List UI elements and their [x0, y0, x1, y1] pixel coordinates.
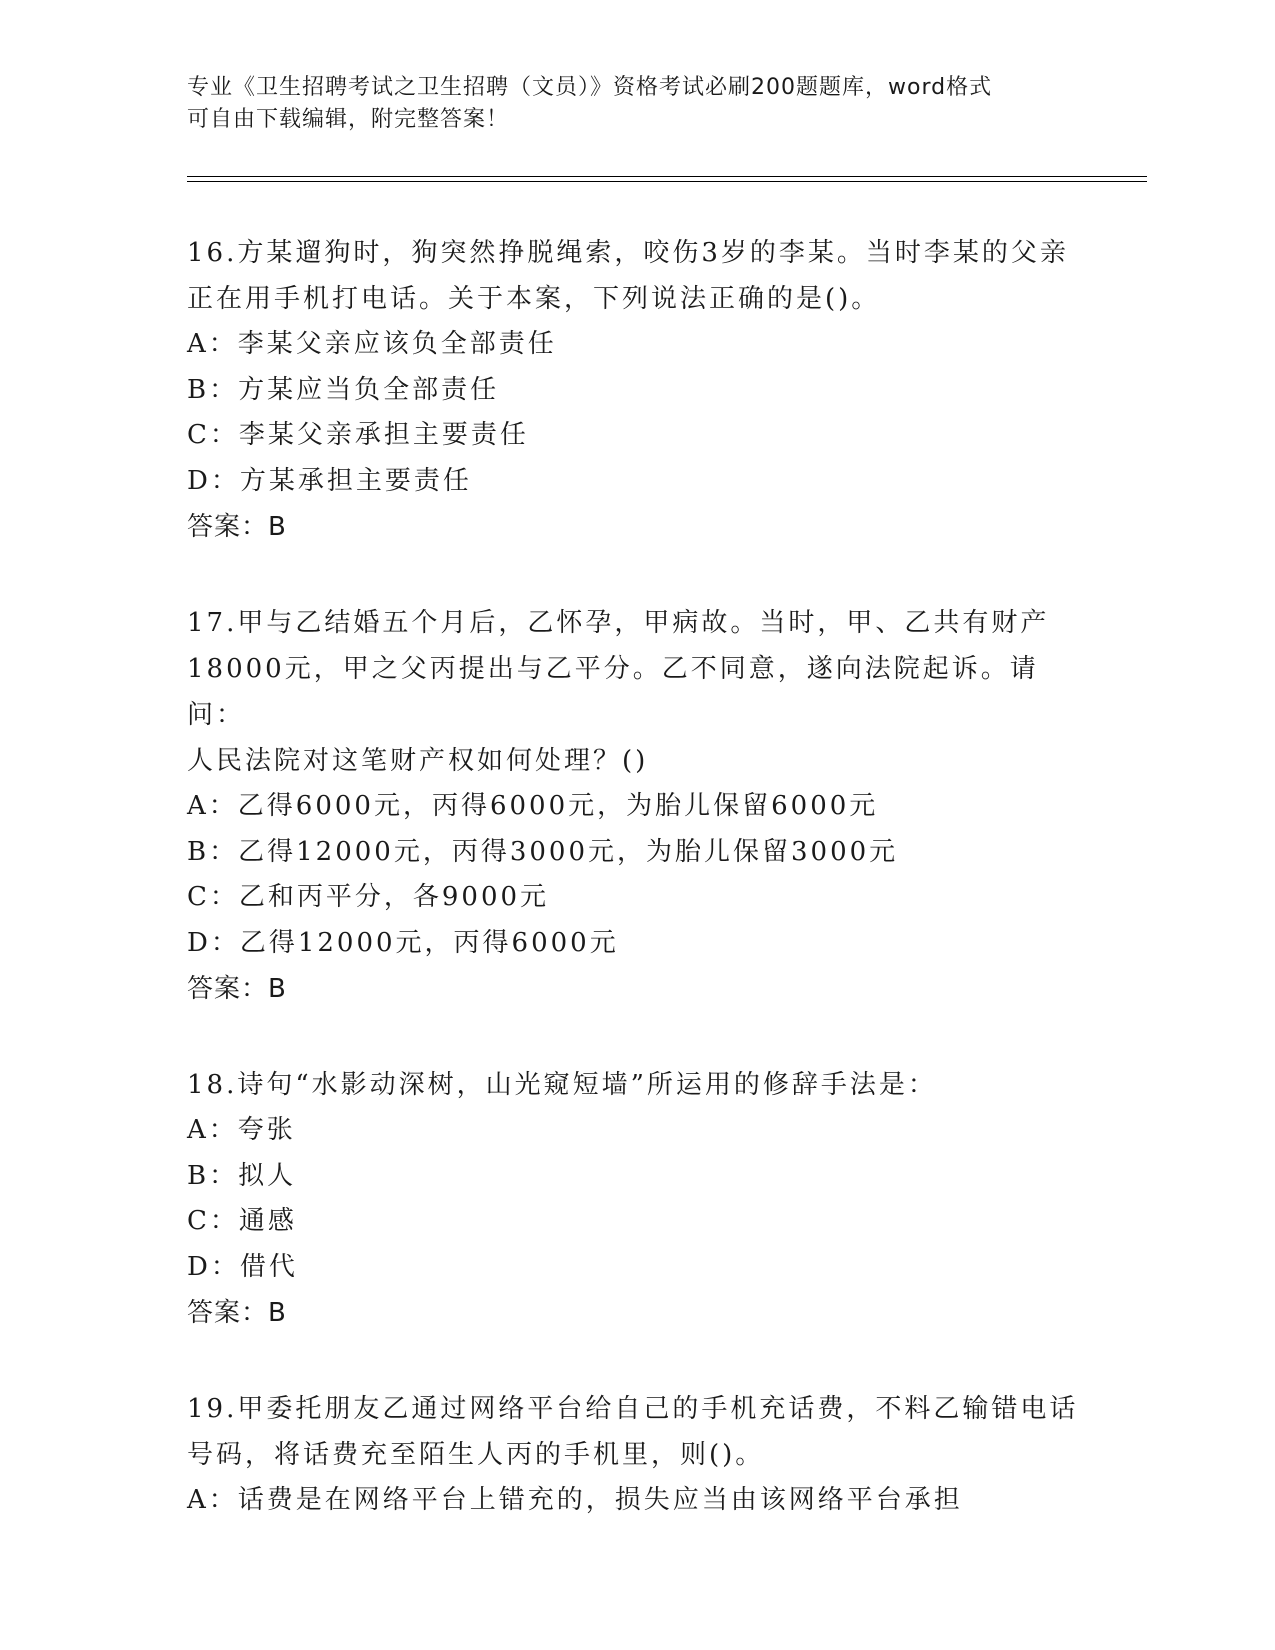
- header-divider-bottom: [187, 181, 1147, 182]
- option-c: C：李某父亲承担主要责任: [187, 420, 529, 450]
- option-c: C：乙和丙平分，各9000元: [187, 882, 550, 912]
- question-stem: [187, 600, 1087, 784]
- question-17: [187, 600, 1087, 1012]
- stem-line: 号码，将话费充至陌生人丙的手机里，则()。: [187, 1440, 765, 1470]
- header-line-1: 专业《卫生招聘考试之卫生招聘（文员）》资格考试必刷200题题库，word格式: [187, 75, 993, 100]
- question-19: [187, 1386, 1087, 1524]
- option-b: B：拟人: [187, 1160, 297, 1191]
- question-16: [187, 230, 1087, 550]
- question-18: [187, 1062, 1087, 1336]
- option-b: B：方某应当负全部责任: [187, 374, 500, 405]
- stem-line: 正在用手机打电话。关于本案，下列说法正确的是()。: [187, 284, 881, 314]
- stem-line: 16.方某遛狗时，狗突然挣脱绳索，咬伤3岁的李某。当时李某的父亲: [187, 238, 1069, 268]
- stem-line: 18.诗句“水影动深树，山光窥短墙”所运用的修辞手法是：: [187, 1070, 937, 1100]
- question-stem: [187, 1386, 1087, 1478]
- stem-line: 18000元，甲之父丙提出与乙平分。乙不同意，遂向法院起诉。请问：: [187, 654, 1039, 730]
- option-a: A：话费是在网络平台上错充的，损失应当由该网络平台承担: [187, 1485, 963, 1515]
- option-d: D：乙得12000元，丙得6000元: [187, 927, 619, 958]
- stem-line: 17.甲与乙结婚五个月后，乙怀孕，甲病故。当时，甲、乙共有财产: [187, 608, 1050, 638]
- answer-label: 答案：B: [187, 512, 287, 542]
- option-d: D：方某承担主要责任: [187, 465, 472, 496]
- header-divider-top: [187, 176, 1147, 177]
- question-stem: [187, 230, 1087, 322]
- option-a: A：夸张: [187, 1115, 296, 1145]
- option-d: D：借代: [187, 1251, 298, 1282]
- answer-label: 答案：B: [187, 1298, 287, 1328]
- option-a: A：乙得6000元，丙得6000元，为胎儿保留6000元: [187, 791, 879, 821]
- question-list: [187, 230, 1087, 1574]
- header-line-2: 可自由下载编辑，附完整答案！: [187, 107, 510, 132]
- document-header: [187, 72, 1067, 136]
- stem-line: 人民法院对这笔财产权如何处理？(): [187, 746, 649, 776]
- option-a: A：李某父亲应该负全部责任: [187, 329, 557, 359]
- stem-line: 19.甲委托朋友乙通过网络平台给自己的手机充话费，不料乙输错电话: [187, 1394, 1079, 1424]
- option-c: C：通感: [187, 1206, 297, 1236]
- question-stem: [187, 1062, 1087, 1108]
- option-b: B：乙得12000元，丙得3000元，为胎儿保留3000元: [187, 836, 899, 867]
- answer-label: 答案：B: [187, 974, 287, 1004]
